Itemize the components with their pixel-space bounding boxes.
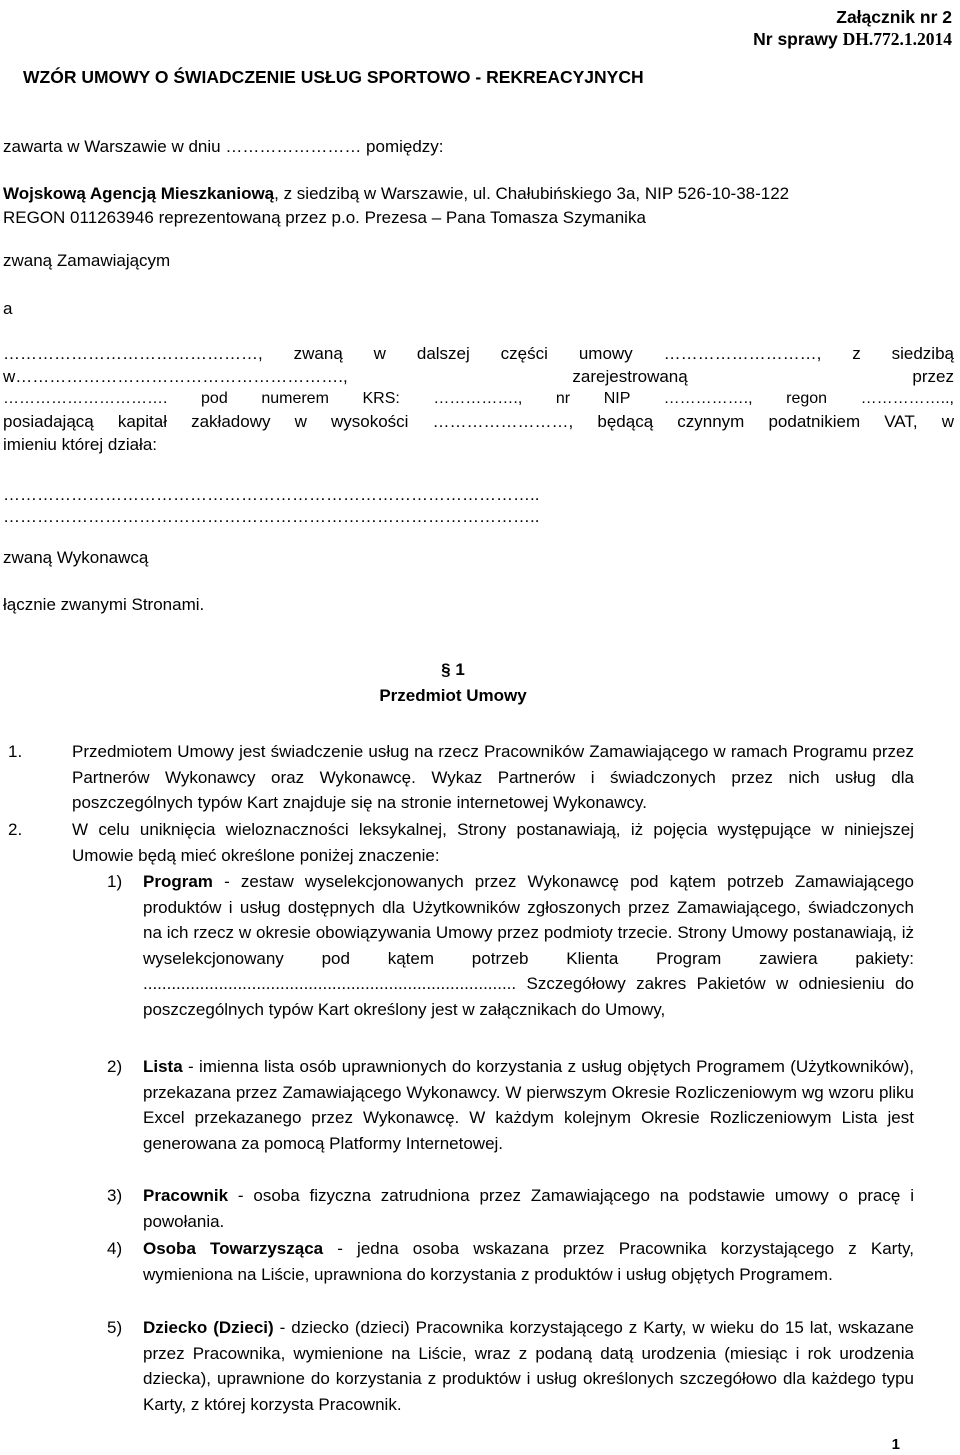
- definition-text: - zestaw wyselekcjonowanych przez Wykonawcę pod kątem potrzeb Zamawiającego produktów i usług dostępnych dla Użytkowników zgłoszonych przez Zamawiającego, świadczonych na ich rzecz w okresie obowiązywania Umowy przez podmioty trzecie. Strony Umowy postanawiają, iż wyselekcjonowany pod kątem potrzeb Klienta Program zawiera pakiety: ............................................................................... Szczegółowy zakres Pakietów w odniesieniu do poszczególnych typów Kart określony jest w załącznikach do Umowy,: [143, 872, 914, 1019]
- party2-line3: …………………………. pod numerem KRS: ……………., nr NIP ……………., regon ……………..,: [3, 390, 954, 407]
- party2-line4: posiadającą kapitał zakładowy w wysokości ……………………, będącą czynnym podatnikiem VAT, w: [3, 412, 954, 431]
- and-label: a: [3, 299, 13, 318]
- definition-term: Program: [143, 872, 213, 891]
- definition-number: 1): [107, 872, 123, 891]
- item-text: W celu uniknięcia wieloznaczności leksykalnej, Strony postanawiają, iż pojęcia występujące w niniejszej Umowie będą mieć określone poniżej znaczenie:: [72, 820, 914, 865]
- called-contractor: zwaną Wykonawcą: [3, 548, 149, 567]
- definition-program: [143, 869, 914, 1022]
- definition-text: - osoba fizyczna zatrudniona przez Zamawiającego na podstawie umowy o pracę i powołania.: [143, 1186, 914, 1231]
- item-number: 1.: [8, 742, 23, 761]
- case-number-line: [753, 28, 952, 50]
- definition-number: 4): [107, 1239, 123, 1258]
- definition-term: Dziecko (Dzieci): [143, 1318, 274, 1337]
- definition-text: - imienna lista osób uprawnionych do korzystania z usług objętych Programem (Użytkowników), przekazana przez Zamawiającego Wykonawcy. W pierwszym Okresie Rozliczeniowym wg wzoru pliku Excel przekazanego przez Wykonawcę. W każdym kolejnym Okresie Rozliczeniowym Lista jest generowana za pomocą Platformy Internetowej.: [143, 1057, 914, 1153]
- definition-number: 3): [107, 1186, 123, 1205]
- party1-address: , z siedzibą w Warszawie, ul. Chałubińskiego 3a, NIP 526-10-38-122: [274, 184, 790, 203]
- called-ordering: zwaną Zamawiającym: [3, 251, 171, 270]
- party2-line5: imieniu której działa:: [3, 435, 158, 454]
- header-block: [753, 6, 952, 50]
- case-number: DH.772.1.2014: [842, 29, 952, 49]
- definition-term: Pracownik: [143, 1186, 229, 1205]
- definition-term: Lista: [143, 1057, 183, 1076]
- item-text: Przedmiotem Umowy jest świadczenie usług na rzecz Pracowników Zamawiającego w ramach Programu przez Partnerów Wykonawcy oraz Wykonawcę. Wykaz Partnerów i świadczonych przez nich usług dla poszczególnych typów Kart znajduje się na stronie internetowej Wykonawcy.: [72, 742, 914, 812]
- definition-pracownik: [143, 1183, 914, 1234]
- page-number: 1: [891, 1436, 900, 1453]
- party2-line1: ………………………………………, zwaną w dalszej części umowy ………………………, z siedzibą: [3, 344, 954, 363]
- definition-number: 2): [107, 1057, 123, 1076]
- signatory-dots-1: …………………………………………………………………………………..: [3, 485, 540, 504]
- definition-text: - jedna osoba wskazana przez Pracownika korzystającego z Karty, wymieniona na Liście, uprawniona do korzystania z produktów i usług objętych Programem.: [143, 1239, 914, 1284]
- section-symbol: § 1: [441, 660, 465, 679]
- item-number: 2.: [8, 820, 23, 839]
- annex-label: Załącznik nr 2: [836, 7, 952, 27]
- definition-term: Osoba Towarzysząca: [143, 1239, 324, 1258]
- section-heading: Przedmiot Umowy: [379, 686, 527, 705]
- definition-lista: [143, 1054, 914, 1156]
- document-title: WZÓR UMOWY O ŚWIADCZENIE USŁUG SPORTOWO - REKREACYJNYCH: [23, 67, 644, 87]
- definition-text: - dziecko (dzieci) Pracownika korzystającego z Karty, w wieku do 15 lat, wskazane przez Pracownika, wymienione na Liście, wraz z podaną datą urodzenia (miesiąc i rok urodzenia dziecka), uprawnione do korzystania z produktów i usług określonych szczegółowo dla każdego typu Karty, z której korzysta Pracownik.: [143, 1318, 914, 1414]
- definition-dziecko: [143, 1315, 914, 1417]
- party1-name: Wojskową Agencją Mieszkaniową: [3, 184, 275, 203]
- party1-line2: REGON 011263946 reprezentowaną przez p.o. Prezesa – Pana Tomasza Szymanika: [3, 208, 646, 227]
- definition-number: 5): [107, 1318, 123, 1337]
- definition-osoba-towarzyszaca: [143, 1236, 914, 1287]
- party1-line1: [3, 182, 954, 205]
- concluded-line: zawarta w Warszawie w dniu …………………… pomiędzy:: [3, 137, 444, 156]
- party2-line2: w…………………………………………………., zarejestrowaną przez: [3, 367, 954, 386]
- signatory-dots-2: …………………………………………………………………………………..: [3, 507, 540, 526]
- case-label: Nr sprawy: [753, 29, 843, 49]
- jointly-parties: łącznie zwanymi Stronami.: [3, 595, 205, 614]
